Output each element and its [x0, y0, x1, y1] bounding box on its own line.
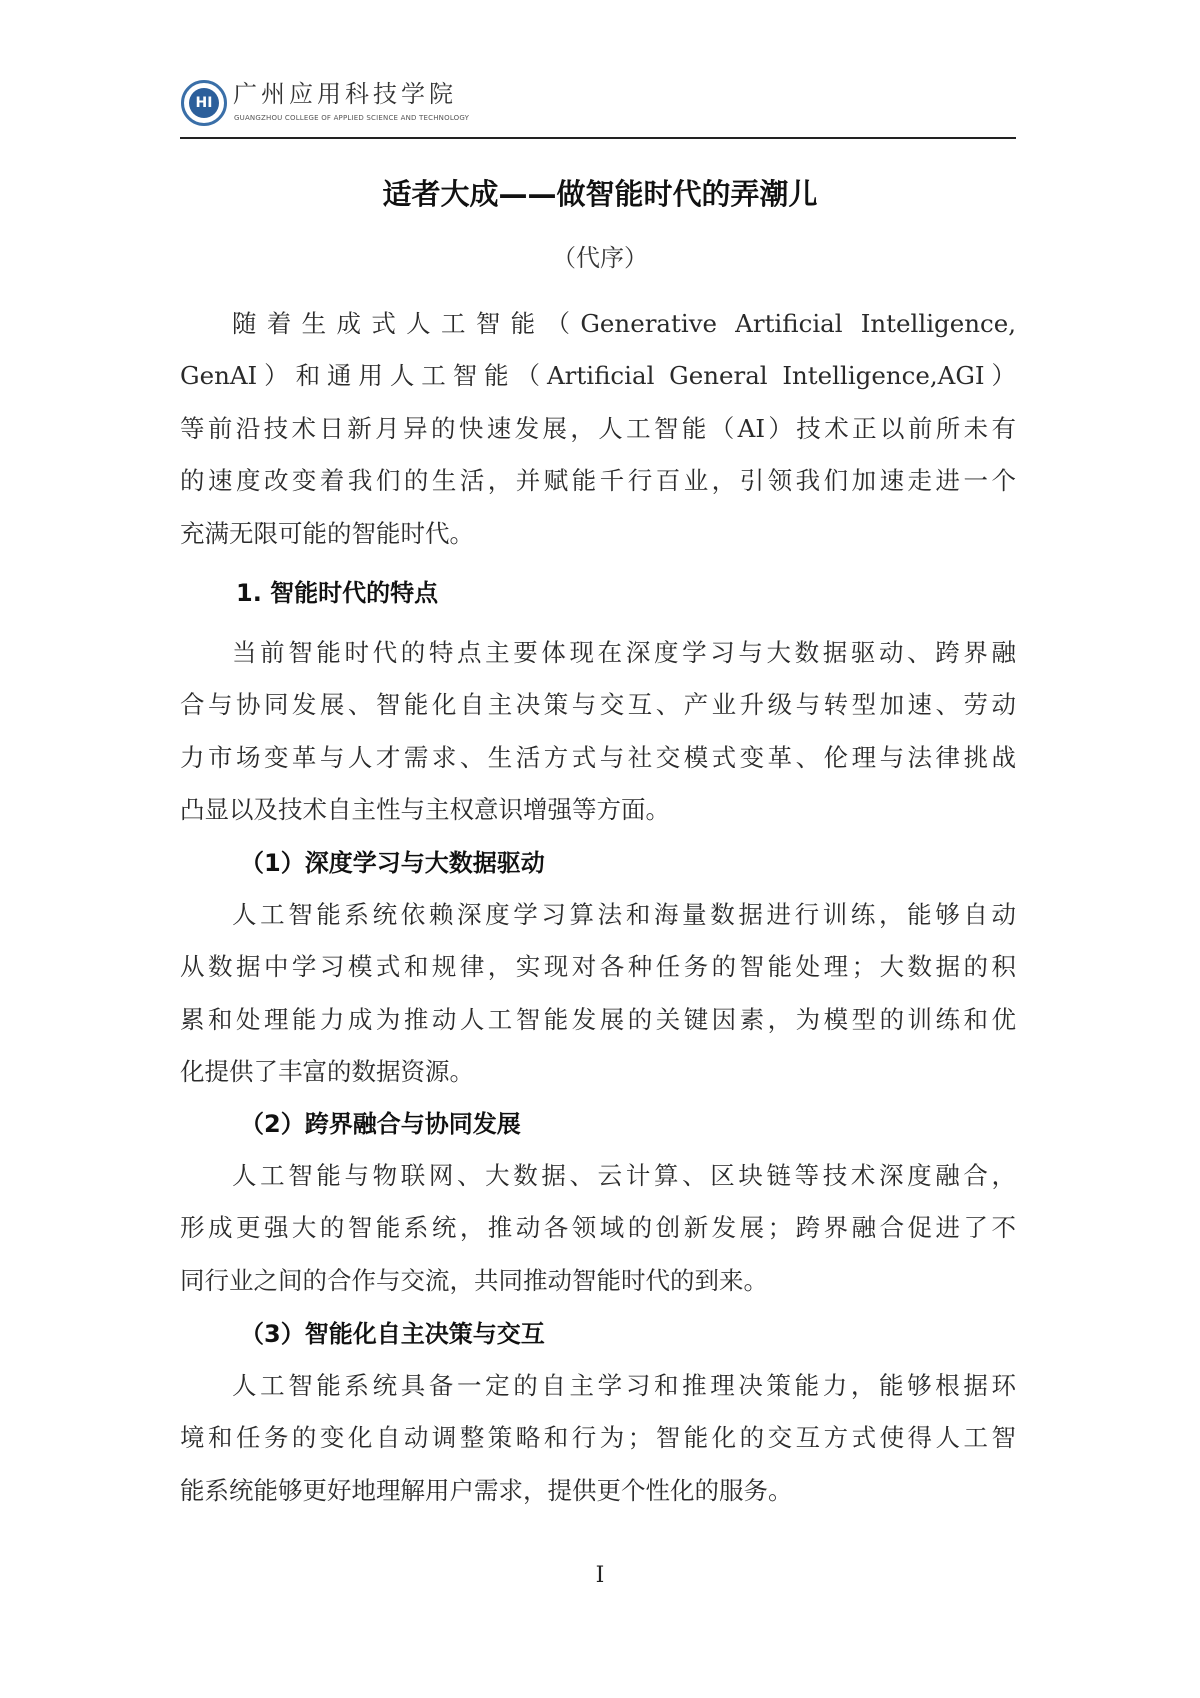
text-line: 累和处理能力成为推动人工智能发展的关键因素，为模型的训练和优	[180, 1004, 1016, 1034]
text-line: 随着生成式人工智能（Generative Artificial Intelligence,	[232, 309, 1016, 338]
text-line: 人工智能与物联网、大数据、云计算、区块链等技术深度融合，	[232, 1161, 1016, 1190]
intro-paragraph	[180, 298, 1016, 560]
subsection-heading-2: （2）跨界融合与协同发展	[240, 1110, 521, 1138]
text-line: 人工智能系统依赖深度学习算法和海量数据进行训练，能够自动	[232, 900, 1016, 929]
text-line: 从数据中学习模式和规律，实现对各种任务的智能处理；大数据的积	[180, 952, 1016, 982]
section-heading-1: 1. 智能时代的特点	[236, 579, 439, 607]
text-line: 境和任务的变化自动调整策略和行为；智能化的交互方式使得人工智	[180, 1423, 1016, 1453]
page-title: 适者大成——做智能时代的弄潮儿	[382, 177, 818, 211]
text-line: 当前智能时代的特点主要体现在深度学习与大数据驱动、跨界融	[232, 638, 1016, 667]
school-name-en: GUANGZHOU COLLEGE OF APPLIED SCIENCE AND TECHNOLOGY	[234, 114, 470, 122]
sub3-paragraph	[180, 1360, 1016, 1517]
logo-emblem: HI	[189, 88, 219, 118]
text-line: 人工智能系统具备一定的自主学习和推理决策能力，能够根据环	[232, 1371, 1016, 1400]
text-line: 力市场变革与人才需求、生活方式与社交模式变革、伦理与法律挑战	[180, 742, 1016, 772]
text-line: 同行业之间的合作与交流，共同推动智能时代的到来。	[180, 1265, 768, 1295]
school-name-cn: 广州应用科技学院	[233, 80, 457, 108]
sub2-paragraph	[180, 1150, 1016, 1307]
header-divider	[180, 137, 1016, 139]
text-line: 合与协同发展、智能化自主决策与交互、产业升级与转型加速、劳动	[180, 690, 1016, 720]
text-line: GenAI）和通用人工智能（Artificial General Intelligence,AGI）	[180, 361, 1016, 391]
text-line: 能系统能够更好地理解用户需求，提供更个性化的服务。	[180, 1475, 793, 1505]
subsection-heading-1: （1）深度学习与大数据驱动	[240, 849, 545, 877]
page-number: I	[595, 1563, 605, 1588]
college-logo	[181, 80, 227, 126]
text-line: 充满无限可能的智能时代。	[180, 518, 474, 548]
section1-paragraph	[180, 627, 1016, 837]
text-line: 凸显以及技术自主性与主权意识增强等方面。	[180, 795, 670, 825]
text-line: 的速度改变着我们的生活，并赋能千行百业，引领我们加速走进一个	[180, 466, 1016, 496]
text-line: 化提供了丰富的数据资源。	[180, 1057, 474, 1087]
subsection-heading-3: （3）智能化自主决策与交互	[240, 1320, 545, 1348]
text-line: 形成更强大的智能系统，推动各领域的创新发展；跨界融合促进了不	[180, 1213, 1016, 1243]
sub1-paragraph	[180, 889, 1016, 1099]
page-subtitle: （代序）	[552, 244, 648, 272]
text-line: 等前沿技术日新月异的快速发展，人工智能（AI）技术正以前所未有	[180, 413, 1016, 443]
